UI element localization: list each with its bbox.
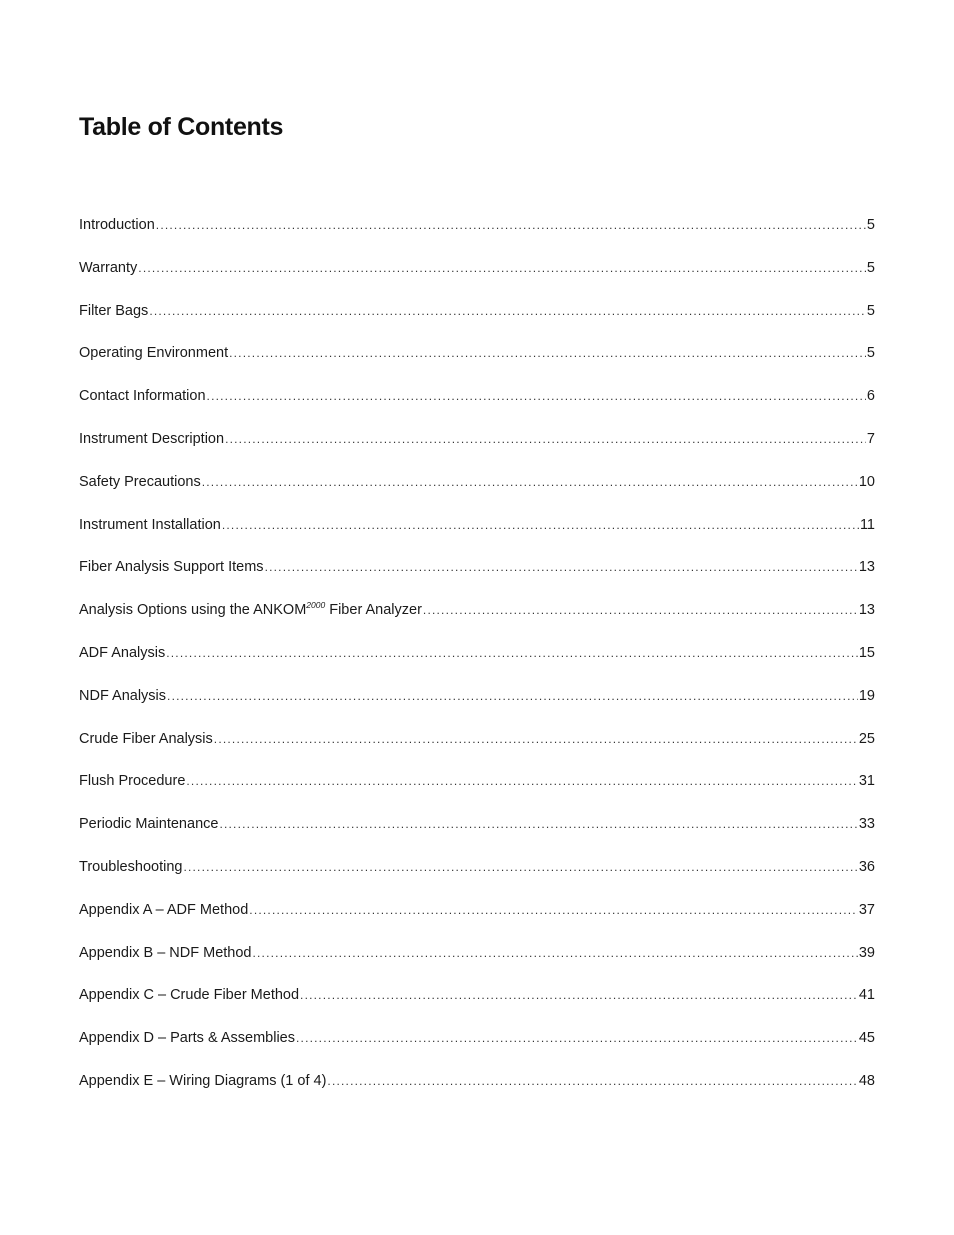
dot-leader <box>229 343 866 363</box>
toc-entry-page-number: 5 <box>866 302 875 319</box>
dot-leader <box>156 215 866 235</box>
toc-entry-page-number: 7 <box>866 430 875 447</box>
dot-leader <box>249 900 858 920</box>
toc-entry-analysis-options[interactable] <box>79 600 875 643</box>
toc-entry-label: Warranty <box>79 259 138 276</box>
toc-entry-label: Appendix D – Parts & Assemblies <box>79 1030 295 1047</box>
toc-entry-page-number: 48 <box>858 1072 875 1089</box>
toc-entry-page-number: 5 <box>866 345 875 362</box>
dot-leader <box>202 472 858 492</box>
toc-list <box>79 215 875 1114</box>
dot-leader <box>149 301 866 321</box>
dot-leader <box>225 429 866 449</box>
toc-entry-page-number: 11 <box>859 516 875 533</box>
toc-entry-label: NDF Analysis <box>79 687 167 704</box>
toc-entry-label: Introduction <box>79 217 155 233</box>
toc-entry-label: Instrument Description <box>79 430 225 447</box>
dot-leader <box>296 1028 858 1048</box>
toc-entry-page-number: 13 <box>858 602 875 619</box>
toc-entry-label: Instrument Installation <box>79 516 221 533</box>
toc-entry-page-number: 41 <box>858 987 875 1004</box>
toc-entry-label-main: Analysis Options using the ANKOM <box>79 602 307 619</box>
toc-entry-troubleshooting[interactable] <box>79 857 875 900</box>
toc-entry-filter-bags[interactable] <box>79 301 875 344</box>
toc-entry-label: Crude Fiber Analysis <box>79 730 213 747</box>
toc-entry-page-number: 45 <box>858 1030 875 1047</box>
toc-entry-label: Operating Environment <box>79 345 229 362</box>
toc-entry-introduction[interactable] <box>79 215 875 258</box>
dot-leader <box>252 943 857 963</box>
toc-entry-page-number: 36 <box>858 858 875 875</box>
toc-entry-instrument-description[interactable] <box>79 429 875 472</box>
toc-entry-fiber-analysis-support-items[interactable] <box>79 557 875 600</box>
toc-entry-label: Appendix A – ADF Method <box>79 901 249 918</box>
toc-entry-periodic-maintenance[interactable] <box>79 814 875 857</box>
toc-entry-safety-precautions[interactable] <box>79 472 875 515</box>
toc-entry-label <box>79 600 422 620</box>
toc-entry-label: Fiber Analysis Support Items <box>79 559 264 576</box>
toc-entry-appendix-a[interactable] <box>79 900 875 943</box>
toc-entry-label: Periodic Maintenance <box>79 816 219 833</box>
superscript-model-number: 2000 <box>306 600 326 611</box>
toc-entry-flush-procedure[interactable] <box>79 771 875 814</box>
page-title: Table of Contents <box>79 113 284 141</box>
toc-entry-label: Appendix C – Crude Fiber Method <box>79 987 300 1004</box>
toc-entry-page-number: 5 <box>866 217 875 233</box>
toc-entry-label: Safety Precautions <box>79 473 201 490</box>
dot-leader <box>183 857 857 877</box>
toc-entry-label: ADF Analysis <box>79 644 166 661</box>
dot-leader <box>186 771 857 791</box>
toc-entry-label: Appendix B – NDF Method <box>79 944 252 961</box>
toc-entry-page-number: 5 <box>866 259 875 276</box>
toc-entry-page-number: 33 <box>858 816 875 833</box>
toc-entry-crude-fiber-analysis[interactable] <box>79 729 875 772</box>
dot-leader <box>222 515 859 535</box>
toc-entry-page-number: 10 <box>858 473 875 490</box>
toc-entry-instrument-installation[interactable] <box>79 515 875 558</box>
dot-leader <box>207 386 866 406</box>
toc-entry-label: Contact Information <box>79 388 206 405</box>
toc-entry-page-number: 15 <box>858 644 875 661</box>
toc-entry-warranty[interactable] <box>79 258 875 301</box>
toc-entry-appendix-b[interactable] <box>79 943 875 986</box>
toc-entry-page-number: 37 <box>858 901 875 918</box>
toc-entry-ndf-analysis[interactable] <box>79 686 875 729</box>
dot-leader <box>219 814 857 834</box>
dot-leader <box>423 600 858 620</box>
toc-entry-label: Filter Bags <box>79 302 149 319</box>
toc-entry-page-number: 6 <box>866 388 875 405</box>
toc-entry-page-number: 31 <box>858 773 875 790</box>
toc-entry-appendix-e[interactable] <box>79 1071 875 1114</box>
toc-entry-label: Appendix E – Wiring Diagrams (1 of 4) <box>79 1072 327 1089</box>
toc-entry-appendix-d[interactable] <box>79 1028 875 1071</box>
toc-entry-label: Flush Procedure <box>79 773 186 790</box>
toc-entry-page-number: 13 <box>858 559 875 576</box>
dot-leader <box>214 729 858 749</box>
toc-entry-contact-information[interactable] <box>79 386 875 429</box>
toc-entry-adf-analysis[interactable] <box>79 643 875 686</box>
dot-leader <box>138 258 866 278</box>
dot-leader <box>167 686 858 706</box>
toc-entry-label-suffix: Fiber Analyzer <box>325 602 422 619</box>
dot-leader <box>327 1071 857 1091</box>
toc-entry-page-number: 25 <box>858 730 875 747</box>
toc-entry-label: Troubleshooting <box>79 858 183 875</box>
toc-entry-page-number: 39 <box>858 944 875 961</box>
dot-leader <box>265 557 858 577</box>
toc-entry-operating-environment[interactable] <box>79 343 875 386</box>
dot-leader <box>300 985 858 1005</box>
toc-entry-page-number: 19 <box>858 687 875 704</box>
dot-leader <box>166 643 858 663</box>
toc-entry-appendix-c[interactable] <box>79 985 875 1028</box>
